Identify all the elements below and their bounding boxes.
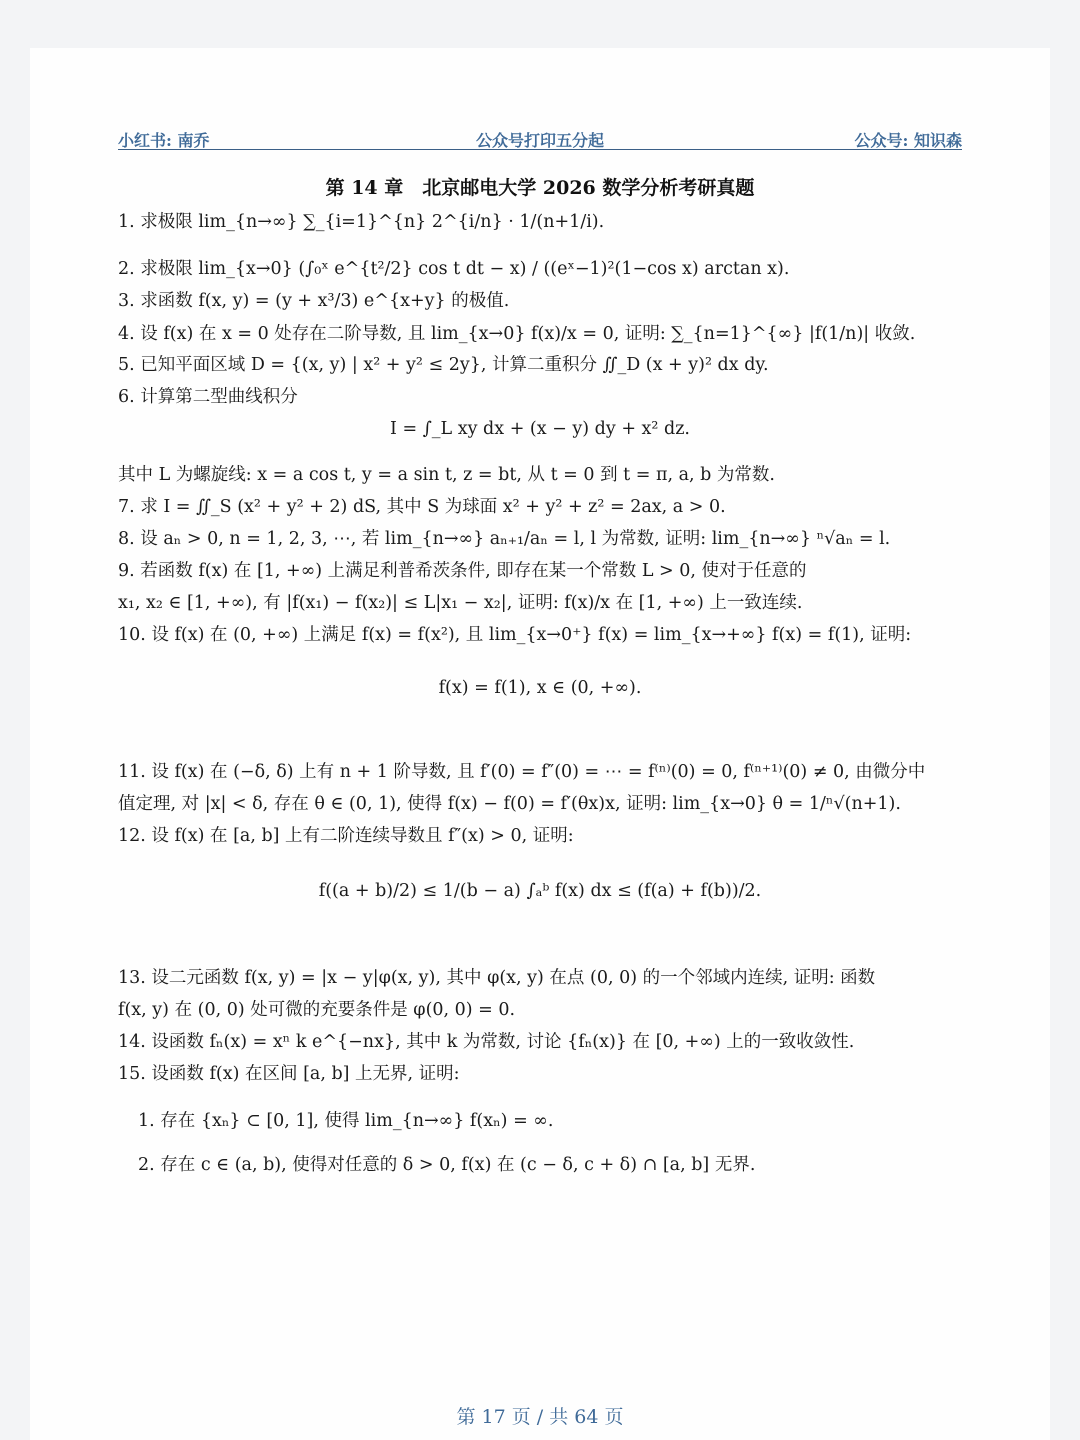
problem-13-cont: f(x, y) 在 (0, 0) 处可微的充要条件是 φ(0, 0) = 0. [118, 1000, 516, 1020]
problem-1: 1. 求极限 lim_{n→∞} ∑_{i=1}^{n} 2^{i/n} · 1/(n+1/i). [118, 212, 605, 232]
header-rule [118, 149, 962, 150]
problem-15-part-1: 1. 存在 {xₙ} ⊂ [0, 1], 使得 lim_{n→∞} f(xₙ) = ∞. [138, 1111, 554, 1131]
problem-11-cont: 值定理, 对 |x| < δ, 存在 θ ∈ (0, 1), 使得 f(x) − f(0) = f′(θx)x, 证明: lim_{x→0} θ = 1/ⁿ√(n+1). [118, 794, 901, 814]
problem-11: 11. 设 f(x) 在 (−δ, δ) 上有 n + 1 阶导数, 且 f′(0) = f″(0) = ⋯ = f⁽ⁿ⁾(0) = 0, f⁽ⁿ⁺¹⁾(0) ≠ 0, 由微分中 [118, 762, 926, 782]
problem-6-condition: 其中 L 为螺旋线: x = a cos t, y = a sin t, z = bt, 从 t = 0 到 t = π, a, b 为常数. [118, 465, 775, 485]
problem-12: 12. 设 f(x) 在 [a, b] 上有二阶连续导数且 f″(x) > 0, 证明: [118, 826, 574, 846]
problem-3: 3. 求函数 f(x, y) = (y + x³/3) e^{x+y} 的极值. [118, 291, 510, 311]
problem-6-formula: I = ∫_L xy dx + (x − y) dy + x² dz. [389, 419, 690, 439]
problem-9: 9. 若函数 f(x) 在 [1, +∞) 上满足利普希茨条件, 即存在某一个常数 L > 0, 使对于任意的 [118, 561, 807, 581]
page-footer: 第 17 页 / 共 64 页 [456, 1406, 624, 1428]
page-sheet [30, 48, 1050, 1440]
problem-15-part-2: 2. 存在 c ∈ (a, b), 使得对任意的 δ > 0, f(x) 在 (c − δ, c + δ) ∩ [a, b] 无界. [138, 1155, 756, 1175]
problem-8: 8. 设 aₙ > 0, n = 1, 2, 3, ⋯, 若 lim_{n→∞} aₙ₊₁/aₙ = l, l 为常数, 证明: lim_{n→∞} ⁿ√aₙ = l. [118, 529, 891, 549]
problem-10-formula: f(x) = f(1), x ∈ (0, +∞). [438, 678, 642, 698]
chapter-title: 第 14 章 北京邮电大学 2026 数学分析考研真题 [325, 177, 755, 199]
problem-12-formula: f((a + b)/2) ≤ 1/(b − a) ∫ₐᵇ f(x) dx ≤ (f(a) + f(b))/2. [318, 881, 762, 901]
problem-15: 15. 设函数 f(x) 在区间 [a, b] 上无界, 证明: [118, 1064, 460, 1084]
problem-6: 6. 计算第二型曲线积分 [118, 387, 298, 407]
header-left: 小红书: 南乔 [118, 131, 210, 150]
problem-14: 14. 设函数 fₙ(x) = xⁿ k e^{−nx}, 其中 k 为常数, 讨论 {fₙ(x)} 在 [0, +∞) 上的一致收敛性. [118, 1032, 855, 1052]
problem-5: 5. 已知平面区域 D = {(x, y) | x² + y² ≤ 2y}, 计算二重积分 ∬_D (x + y)² dx dy. [118, 355, 769, 375]
header-right: 公众号: 知识森 [854, 131, 962, 150]
header-center: 公众号打印五分起 [475, 131, 604, 150]
problem-4: 4. 设 f(x) 在 x = 0 处存在二阶导数, 且 lim_{x→0} f(x)/x = 0, 证明: ∑_{n=1}^{∞} |f(1/n)| 收敛. [118, 324, 916, 344]
problem-13: 13. 设二元函数 f(x, y) = |x − y|φ(x, y), 其中 φ(x, y) 在点 (0, 0) 的一个邻域内连续, 证明: 函数 [118, 968, 876, 988]
problem-10: 10. 设 f(x) 在 (0, +∞) 上满足 f(x) = f(x²), 且 lim_{x→0⁺} f(x) = lim_{x→+∞} f(x) = f(1), 证明: [118, 625, 912, 645]
problem-9-cont: x₁, x₂ ∈ [1, +∞), 有 |f(x₁) − f(x₂)| ≤ L|x₁ − x₂|, 证明: f(x)/x 在 [1, +∞) 上一致连续. [118, 593, 803, 613]
problem-7: 7. 求 I = ∬_S (x² + y² + 2) dS, 其中 S 为球面 x² + y² + z² = 2ax, a > 0. [118, 497, 726, 517]
problem-2: 2. 求极限 lim_{x→0} (∫₀ˣ e^{t²/2} cos t dt − x) / ((eˣ−1)²(1−cos x) arctan x). [118, 259, 790, 279]
